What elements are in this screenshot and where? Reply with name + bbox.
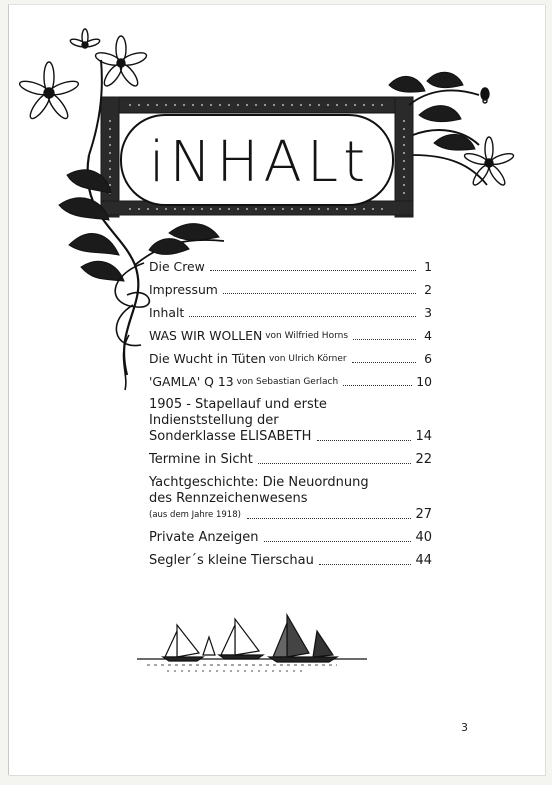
toc-entry-title: WAS WIR WOLLEN: [149, 328, 263, 343]
leader-dots: [210, 270, 416, 271]
flower-icon: [463, 88, 514, 187]
leader-dots: [343, 385, 412, 386]
toc-entry-title: Inhalt: [149, 305, 185, 320]
sailing-boats-illustration: [137, 611, 367, 681]
toc-entry-page: 1: [424, 259, 432, 274]
leader-dots: [247, 518, 412, 519]
leader-dots: [353, 339, 416, 340]
toc-entry: [149, 259, 432, 275]
toc-entry-page: 44: [415, 553, 432, 568]
toc-entry: [149, 530, 432, 546]
document-page: [8, 4, 545, 775]
toc-entry-line: des Rennzeichenwesens: [149, 491, 308, 506]
leader-dots: [189, 316, 416, 317]
toc-entry-title: (aus dem Jahre 1918): [149, 510, 241, 520]
leader-dots: [352, 362, 416, 363]
table-of-contents: [149, 259, 432, 576]
toc-entry: [149, 553, 432, 569]
toc-entry-line: Yachtgeschichte: Die Neuordnung: [149, 475, 369, 490]
toc-entry-line: 1905 - Stapellauf und erste: [149, 397, 327, 412]
leader-dots: [264, 541, 412, 542]
toc-entry-page: 22: [415, 452, 432, 467]
toc-entry-page: 10: [416, 374, 432, 389]
toc-entry-page: 6: [424, 351, 432, 366]
toc-entry-title: 'GAMLA' Q 13: [149, 374, 234, 389]
toc-entry-page: 2: [424, 282, 432, 297]
toc-entry: [149, 374, 432, 390]
toc-entry: [149, 351, 432, 367]
toc-entry-title: Die Crew: [149, 259, 205, 274]
toc-entry-author: von Sebastian Gerlach: [236, 377, 339, 387]
toc-entry-title: Impressum: [149, 282, 218, 297]
toc-entry: [149, 282, 432, 298]
toc-entry-title: Die Wucht in Tüten: [149, 351, 266, 366]
page-title: iNHALt: [149, 130, 371, 195]
toc-entry-title: Segler´s kleine Tierschau: [149, 553, 314, 568]
toc-entry-title: Termine in Sicht: [149, 452, 253, 467]
leader-dots: [317, 440, 411, 441]
toc-entry-page: 4: [424, 328, 432, 343]
toc-entry-title: Sonderklasse ELISABETH: [149, 429, 312, 444]
toc-entry-line: Indienststellung der: [149, 413, 279, 428]
toc-entry-page: 27: [415, 507, 432, 522]
toc-entry-author: von Ulrich Körner: [268, 354, 347, 364]
leader-dots: [319, 564, 412, 565]
toc-entry: [149, 397, 432, 445]
toc-entry-page: 3: [424, 305, 432, 320]
leader-dots: [258, 463, 412, 464]
toc-entry: [149, 305, 432, 321]
toc-entry-page: 40: [415, 530, 432, 545]
toc-entry: [149, 328, 432, 344]
toc-entry: [149, 452, 432, 468]
toc-entry-page: 14: [415, 429, 432, 444]
toc-entry-title: Private Anzeigen: [149, 530, 259, 545]
leader-dots: [223, 293, 416, 294]
page-number: 3: [461, 721, 468, 734]
toc-entry: [149, 475, 432, 523]
toc-entry-author: von Wilfried Horns: [265, 331, 349, 341]
